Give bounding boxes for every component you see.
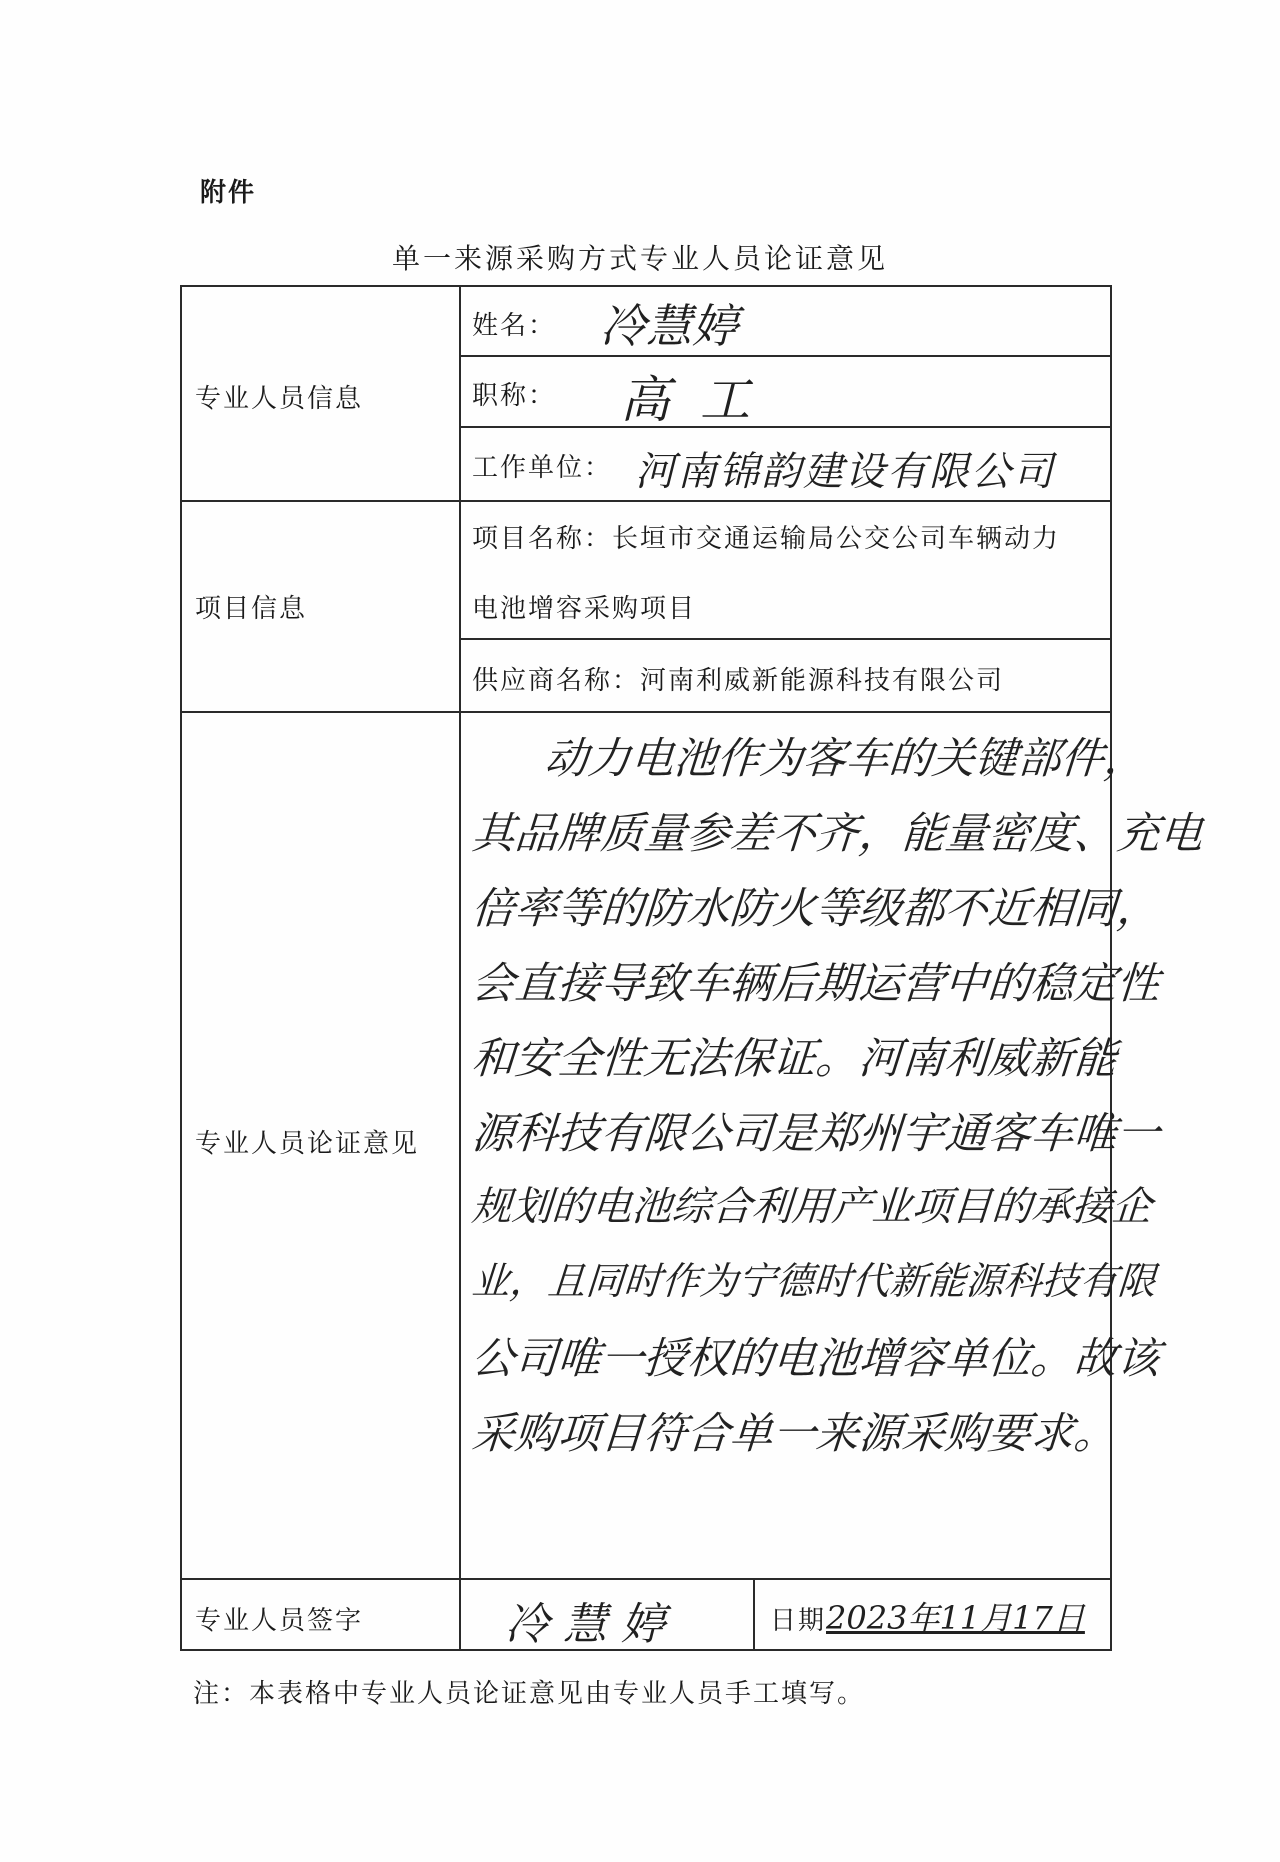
footer-note: 注：本表格中专业人员论证意见由专业人员手工填写。 — [193, 1679, 866, 1709]
signature-label: 专业人员签字 — [195, 1606, 364, 1636]
date-label: 日期 — [770, 1606, 827, 1636]
opinion-line-4: 会直接导致车辆后期运营中的稳定性 — [470, 959, 1162, 1009]
document-title: 单一来源采购方式专业人员论证意见 — [391, 242, 888, 275]
divider-project-opinion — [182, 711, 1112, 713]
opinion-label: 专业人员论证意见 — [195, 1129, 420, 1159]
project-info-label: 项目信息 — [195, 594, 308, 624]
opinion-line-10: 采购项目符合单一来源采购要求。 — [470, 1409, 1119, 1459]
supplier-name: 供应商名称：河南利威新能源科技有限公司 — [472, 666, 1005, 696]
opinion-line-5: 和安全性无法保证。河南利威新能 — [470, 1034, 1119, 1084]
employer-handwritten-value: 河南锦韵建设有限公司 — [635, 449, 1055, 495]
employer-label: 工作单位： — [472, 453, 613, 483]
attachment-label: 附件 — [200, 178, 257, 208]
title-handwritten-value: 高工 — [620, 371, 780, 429]
expert-info-label: 专业人员信息 — [195, 384, 364, 414]
opinion-line-9: 公司唯一授权的电池增容单位。故该 — [470, 1334, 1162, 1384]
name-label: 姓名： — [472, 311, 557, 341]
opinion-line-7: 规划的电池综合利用产业项目的承接企 — [470, 1184, 1154, 1230]
signature-handwritten-value: 冷慧婷 — [505, 1599, 679, 1650]
divider-project-supplier — [459, 638, 1112, 640]
opinion-line-3: 倍率等的防水防火等级都不近相同， — [470, 884, 1162, 934]
title-label: 职称： — [472, 381, 557, 411]
opinion-line-2: 其品牌质量参差不齐，能量密度、充电 — [470, 809, 1205, 859]
column-divider — [459, 287, 461, 1578]
project-name-line2: 电池增容采购项目 — [472, 594, 697, 624]
divider-opinion-signature — [182, 1578, 1112, 1580]
divider-title-employer — [459, 426, 1112, 428]
project-name-line1: 项目名称：长垣市交通运输局公交公司车辆动力 — [472, 524, 1061, 554]
opinion-line-8: 业，且同时作为宁德时代新能源科技有限 — [470, 1259, 1158, 1303]
divider-name-title — [459, 355, 1112, 357]
signature-column-divider-2 — [753, 1578, 755, 1651]
opinion-line-1: 动力电池作为客车的关键部件， — [543, 734, 1149, 784]
name-handwritten-value: 冷慧婷 — [600, 299, 738, 353]
date-handwritten-value: 2023年11月17日 — [826, 1599, 1085, 1637]
opinion-line-6: 源科技有限公司是郑州宇通客车唯一 — [470, 1109, 1162, 1159]
signature-column-divider-1 — [459, 1578, 461, 1651]
divider-info-project — [182, 500, 1112, 502]
